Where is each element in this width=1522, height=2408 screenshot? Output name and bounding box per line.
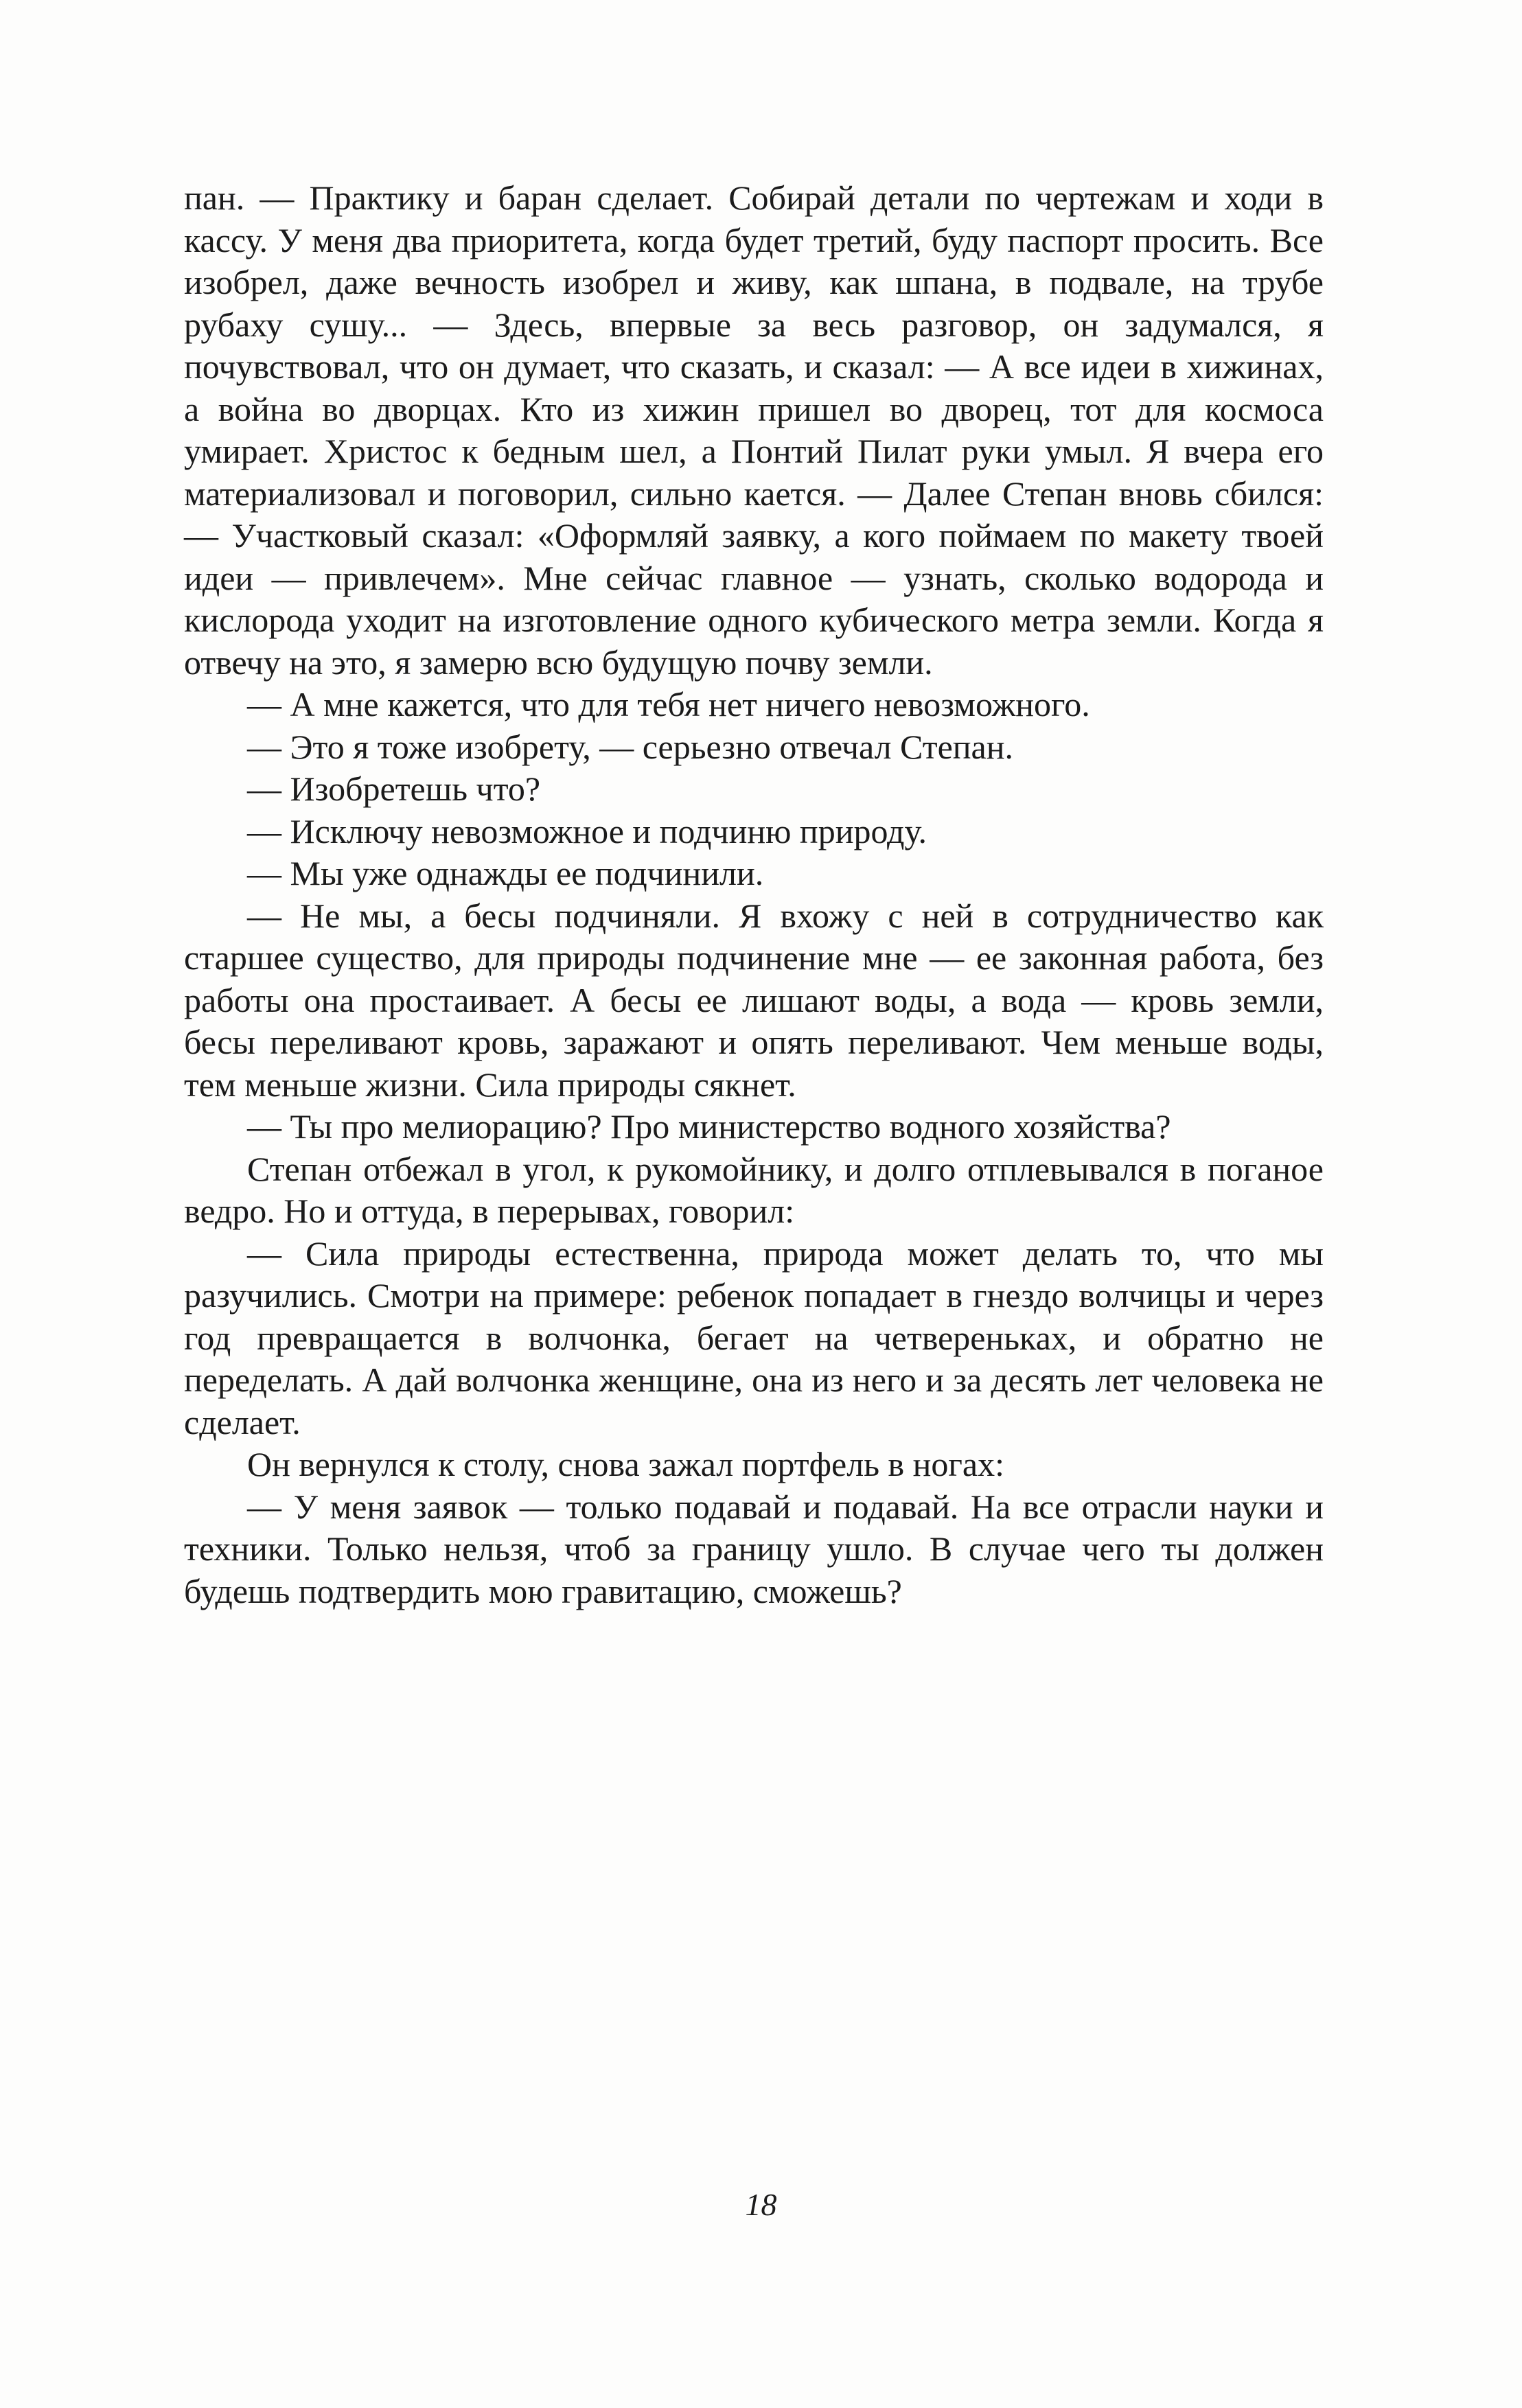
paragraph: пан. — Практику и баран сделает. Собирай детали по чертежам и ходи в кассу. У меня два приоритета, когда будет третий, буду паспорт просить. Все изобрел, даже вечность изобрел и живу, как шпана, в подвале, на трубе рубаху сушу... — Здесь, впервые за весь разговор, он задумался, я почувствовал, что он думает, что сказать, и сказал: — А все идеи в хижинах, а война во дворцах. Кто из хижин пришел во дворец, тот для космоса умирает. Христос к бедным шел, а Понтий Пилат руки умыл. Я вчера его материализовал и поговорил, сильно кается. — Далее Степан вновь сбился: — Участковый сказал: «Оформляй заявку, а кого поймаем по макету твоей идеи — привлечем». Мне сейчас главное — узнать, сколько водорода и кислорода уходит на изготовление одного кубического метра земли. Когда я отвечу на это, я замерю всю будущую почву земли. bbox=[184, 178, 1324, 682]
paragraph: — Сила природы естественна, природа может делать то, что мы разучились. Смотри на примере: ребенок попадает в гнездо волчицы и через год превращается в волчонка, бегает на четвереньках, и обратно не переделать. А дай волчонка женщине, она из него и за десять лет человека не сделает. bbox=[184, 1234, 1324, 1442]
paragraph: — Изобретешь что? bbox=[247, 769, 541, 808]
paragraph: — Мы уже однажды ее подчинили. bbox=[247, 854, 764, 892]
paragraph: Степан отбежал в угол, к рукомойнику, и долго отплевывался в поганое ведро. Но и оттуда, в перерывах, говорил: bbox=[184, 1149, 1324, 1230]
page-number: 18 bbox=[745, 2187, 777, 2222]
paragraph: — Исключу невозможное и подчиню природу. bbox=[247, 811, 927, 850]
body-text bbox=[184, 177, 1324, 1612]
paragraph: — Это я тоже изобрету, — серьезно отвечал Степан. bbox=[247, 727, 1013, 766]
paragraph: — Не мы, а бесы подчиняли. Я вхожу с ней в сотрудничество как старшее существо, для природы подчинение мне — ее законная работа, без работы она простаивает. А бесы ее лишают воды, а вода — кровь земли, бесы переливают кровь, заражают и опять переливают. Чем меньше воды, тем меньше жизни. Сила природы сякнет. bbox=[184, 896, 1324, 1104]
paragraph: — А мне кажется, что для тебя нет ничего невозможного. bbox=[247, 685, 1090, 723]
paragraph: — Ты про мелиорацию? Про министерство водного хозяйства? bbox=[247, 1107, 1171, 1146]
paragraph: — У меня заявок — только подавай и подавай. На все отрасли науки и техники. Только нельзя, чтоб за границу ушло. В случае чего ты должен будешь подтвердить мою гравитацию, сможешь? bbox=[184, 1487, 1324, 1610]
paragraph: Он вернулся к столу, снова зажал портфель в ногах: bbox=[247, 1445, 1004, 1483]
